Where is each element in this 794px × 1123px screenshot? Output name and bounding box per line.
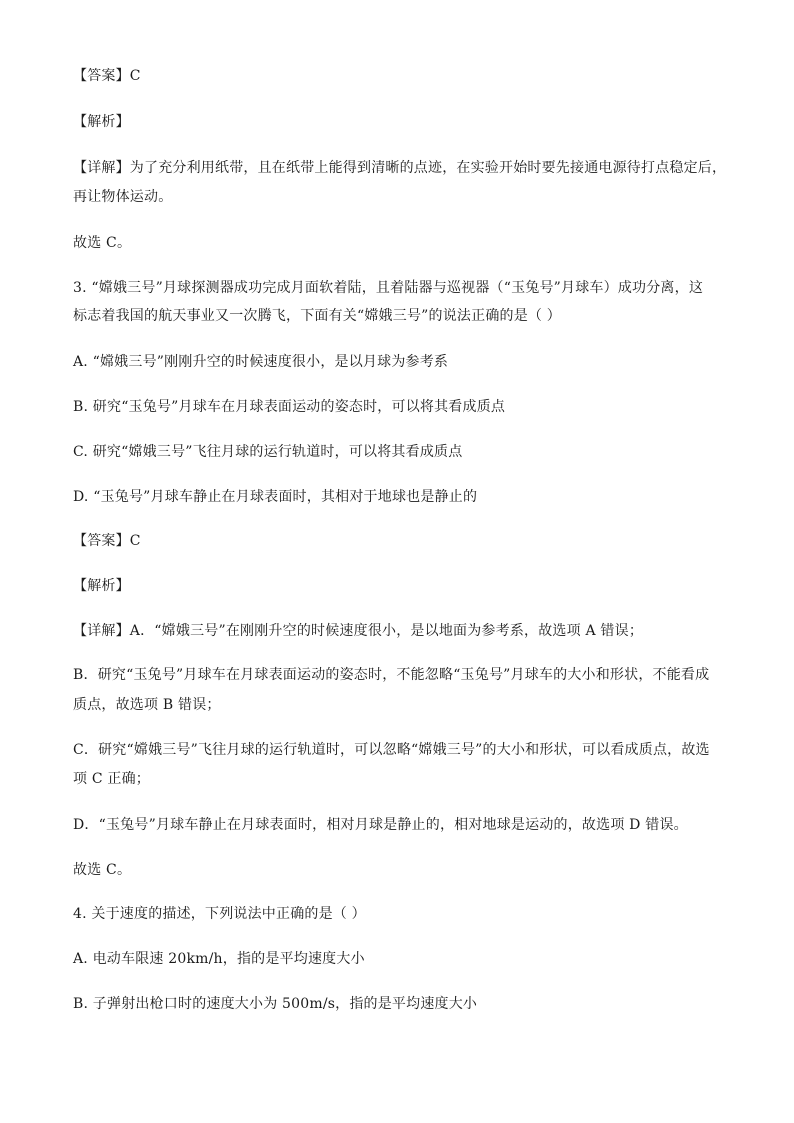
question-3-option-b: B. 研究“玉兔号”月球车在月球表面运动的姿态时，可以将其看成质点 bbox=[73, 399, 506, 415]
question-3-option-c: C. 研究“嫦娥三号”飞往月球的运行轨道时，可以将其看成质点 bbox=[73, 444, 463, 460]
answer-label-1: 【答案】C bbox=[73, 68, 141, 84]
explanation-3-b-line-2: 质点，故选项 B 错误； bbox=[73, 697, 221, 713]
explanation-line-1: 【详解】为了充分利用纸带，且在纸带上能得到清晰的点迹，在实验开始时要先接通电源待打点稳定后， bbox=[73, 160, 727, 176]
question-3-stem-line-2: 标志着我国的航天事业又一次腾飞，下面有关“嫦娥三号”的说法正确的是（ ） bbox=[73, 308, 561, 324]
question-4-stem: 4. 关于速度的描述，下列说法中正确的是（ ） bbox=[73, 906, 366, 922]
analysis-label-1: 【解析】 bbox=[73, 114, 130, 130]
conclusion-line-1: 故选 C。 bbox=[73, 235, 132, 251]
answer-label-2: 【答案】C bbox=[73, 533, 141, 549]
explanation-3-c-line-1: C．研究“嫦娥三号”飞往月球的运行轨道时，可以忽略“嫦娥三号”的大小和形状，可以看成质点，故选 bbox=[73, 742, 710, 758]
explanation-3-a: 【详解】A．“嫦娥三号”在刚刚升空的时候速度很小，是以地面为参考系，故选项 A 错误； bbox=[73, 623, 644, 639]
explanation-3-b-line-1: B．研究“玉兔号”月球车在月球表面运动的姿态时，不能忽略“玉兔号”月球车的大小和形状，不能看成 bbox=[73, 667, 710, 683]
question-3-option-d: D. “玉兔号”月球车静止在月球表面时，其相对于地球也是静止的 bbox=[73, 489, 478, 505]
analysis-label-2: 【解析】 bbox=[73, 578, 130, 594]
question-4-option-b: B. 子弹射出枪口时的速度大小为 500m/s，指的是平均速度大小 bbox=[73, 996, 478, 1012]
conclusion-line-2: 故选 C。 bbox=[73, 862, 132, 878]
question-3-option-a: A. “嫦娥三号”刚刚升空的时候速度很小，是以月球为参考系 bbox=[73, 354, 449, 370]
explanation-line-2: 再让物体运动。 bbox=[73, 189, 173, 205]
question-4-option-a: A. 电动车限速 20km/h，指的是平均速度大小 bbox=[73, 951, 365, 967]
explanation-3-c-line-2: 项 C 正确； bbox=[73, 771, 151, 787]
explanation-3-d: D．“玉兔号”月球车静止在月球表面时，相对月球是静止的，相对地球是运动的，故选项 D 错误。 bbox=[73, 817, 688, 833]
question-3-stem-line-1: 3. “嫦娥三号”月球探测器成功完成月面软着陆，且着陆器与巡视器（“玉兔号”月球车）成功分离，这 bbox=[73, 280, 704, 296]
